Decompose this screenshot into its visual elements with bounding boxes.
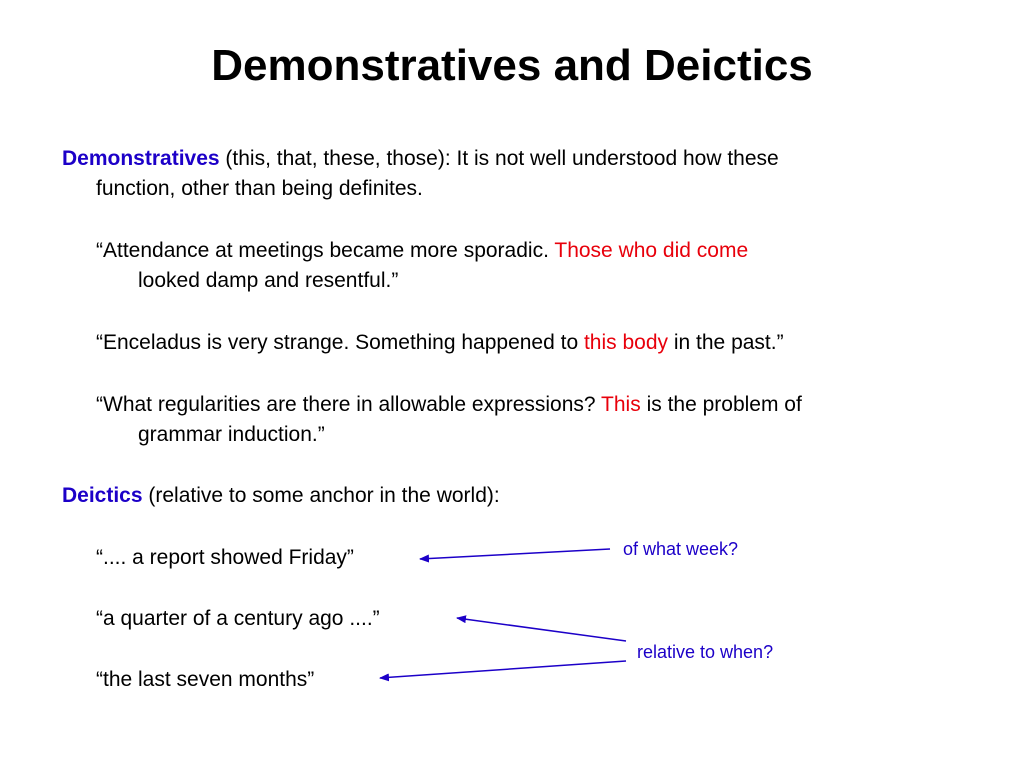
arrow-to-friday <box>420 549 610 559</box>
demonstrative-example-3-line1 <box>96 390 802 420</box>
example-2-highlight: this body <box>583 331 669 354</box>
deictics-intro <box>62 481 500 511</box>
slide-title: Demonstratives and Deictics <box>211 41 813 90</box>
arrow-to-seven-months <box>380 661 626 678</box>
example-2-text-end: in the past.” <box>668 331 784 354</box>
demonstratives-term: Demonstratives <box>62 147 220 170</box>
example-1-text: “Attendance at meetings became more sporadic. <box>96 239 555 262</box>
example-1-highlight: Those who did come <box>554 239 749 262</box>
demonstrative-example-1-line1 <box>96 236 748 266</box>
demonstratives-desc-line2: function, other than being definites. <box>96 177 423 200</box>
arrow-to-century-ago <box>457 618 626 641</box>
demonstrative-example-1-line2: looked damp and resentful.” <box>138 269 399 292</box>
deictics-term: Deictics <box>62 484 143 507</box>
deictic-example-1: “.... a report showed Friday” <box>96 546 354 569</box>
example-3-text-end: is the problem of <box>640 393 802 416</box>
example-3-text: “What regularities are there in allowable expressions? <box>96 393 602 416</box>
annotation-relative-to-when: relative to when? <box>637 642 774 662</box>
deictics-desc: (relative to some anchor in the world): <box>142 484 500 507</box>
demonstrative-example-2 <box>96 328 784 358</box>
deictic-example-2: “a quarter of a century ago ....” <box>96 607 380 630</box>
example-3-highlight: This <box>601 393 641 416</box>
demonstratives-desc-line1: (this, that, these, those): It is not well understood how these <box>219 147 779 170</box>
example-2-text: “Enceladus is very strange. Something happened to <box>96 331 584 354</box>
deictic-example-3: “the last seven months” <box>96 668 315 691</box>
demonstrative-example-3-line2: grammar induction.” <box>138 423 325 446</box>
demonstratives-intro-line1 <box>62 144 779 174</box>
annotation-of-what-week: of what week? <box>623 539 739 559</box>
